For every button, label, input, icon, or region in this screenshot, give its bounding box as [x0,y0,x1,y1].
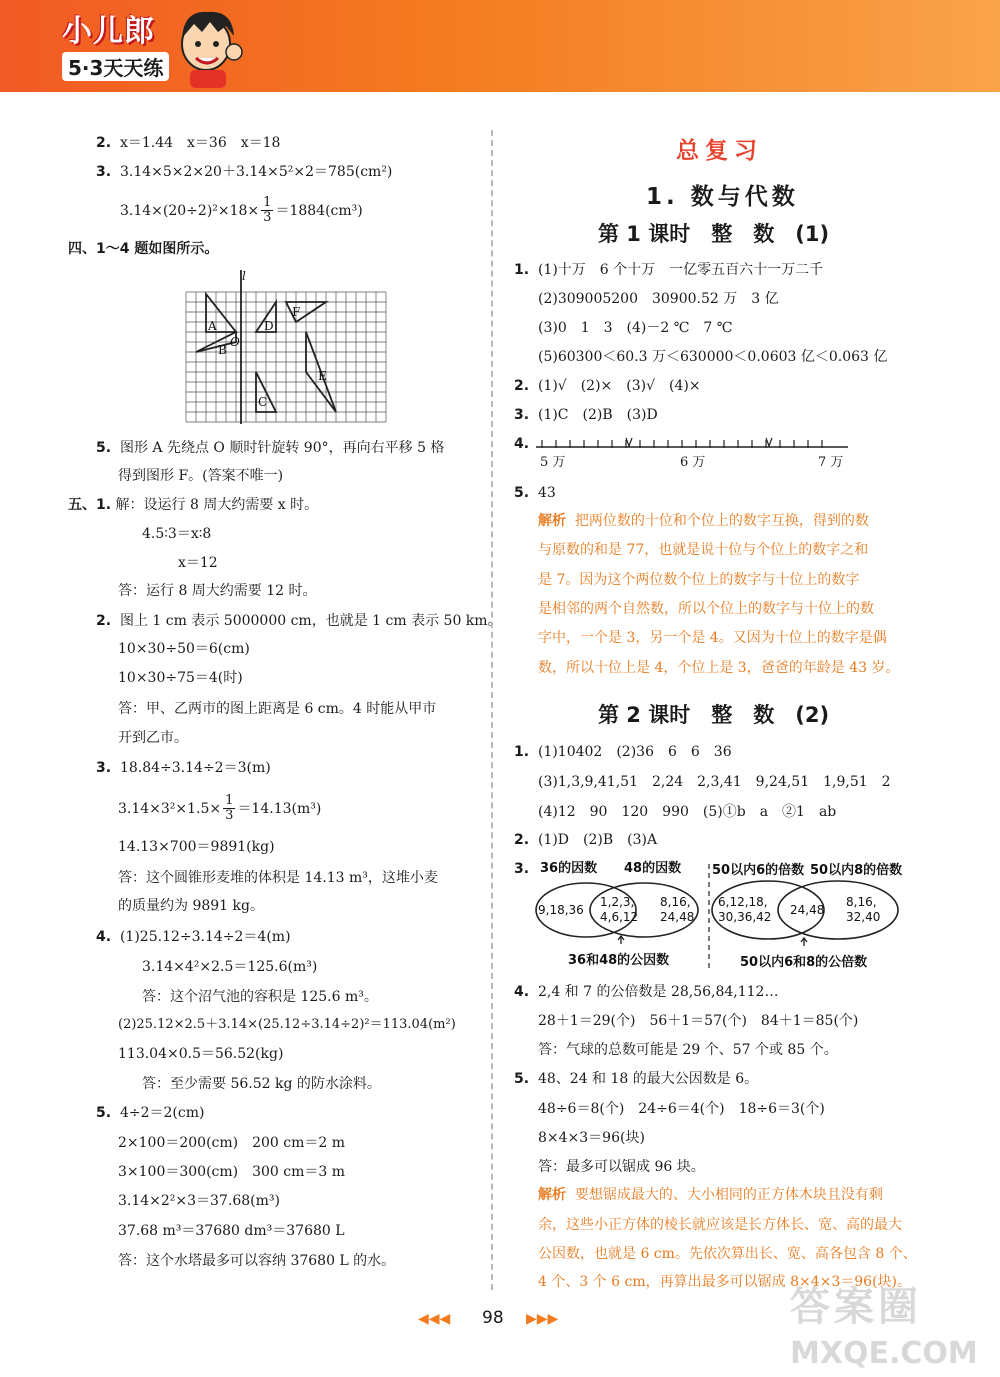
prev-arrows-icon: ◀◀◀ [418,1311,451,1327]
venn-ab-1: 1,2,3, [600,895,635,909]
answer-line: 10×30÷50＝6(cm) [118,641,250,657]
venn-diagrams [528,858,910,974]
answer-line: 的质量约为 9891 kg。 [118,898,264,914]
answer-line: 3.14×4²×2.5＝125.6(m³) [142,959,318,975]
answer-line: 2. (1)√ (2)× (3)√ (4)× [514,378,701,394]
answer-line: 3×100＝300(cm) 300 cm＝3 m [118,1164,346,1180]
number-line-label: 6 万 [680,455,706,470]
venn-b-title: 48的因数 [624,861,682,876]
answer-line-fraction: 3.14×(20÷2)²×18× $\frac{1}{3}$ ＝1884(cm³) [120,195,363,226]
answer-line: 1. (1)十万 6 个十万 一亿零五百六十一万二千 [514,262,824,278]
label-o: O [230,335,240,349]
answer-line: 开到乙市。 [118,730,188,746]
header-banner [0,0,1000,92]
label-e: E [318,369,327,383]
mascot-icon [174,4,246,88]
answer-line: 5. 4÷2＝2(cm) [96,1105,205,1121]
number-line-label: 7 万 [818,455,844,470]
lesson-title: 第 1 课时 整 数 (1) [598,222,830,246]
answer-line: (2)309005200 30900.52 万 3 亿 [538,291,779,307]
answer-line: 3.14×2²×3＝37.68(m³) [118,1193,280,1209]
venn-ab-2: 4,6,12 [600,910,639,924]
venn-c-only-1: 6,12,18, [718,895,768,909]
venn-a-only: 9,18,36 [538,903,584,917]
label-f: F [292,305,301,319]
answer-line-fraction: 3.14×3²×1.5× $\frac{1}{3}$ ＝14.13(m³) [118,793,322,824]
grid-figure [180,268,400,428]
analysis-line: 字中，一个是 3，另一个是 4。又因为十位上的数字是偶 [538,630,887,646]
venn-d-title: 50以内8的倍数 [810,863,903,878]
answer-line: 答：这个圆锥形麦堆的体积是 14.13 m³，这堆小麦 [118,870,438,886]
answer-line: 3. 3.14×5×2×20＋3.14×5²×2＝785(cm²) [96,164,393,180]
answer-line: (3)0 1 3 (4)－2 ℃ 7 ℃ [538,320,733,336]
question-number: 4. [514,436,530,452]
page-title: 总复习 [676,138,763,164]
answer-line: 1. (1)10402 (2)36 6 6 36 [514,744,732,760]
answer-line: 4.5∶3＝x∶8 [142,526,212,542]
answer-line: 2×100＝200(cm) 200 cm＝2 m [118,1135,346,1151]
label-b: B [218,343,227,357]
answer-line: 5. 图形 A 先绕点 O 顺时针旋转 90°，再向右平移 5 格 [96,440,445,456]
answer-line: 48÷6＝8(个) 24÷6＝4(个) 18÷6＝3(个) [538,1101,825,1117]
answer-line: 答：最多可以锯成 96 块。 [538,1159,705,1175]
question-number: 3. [514,861,530,877]
analysis-line: 与原数的和是 77，也就是说十位与个位上的数字之和 [538,542,869,558]
venn-d-only-1: 8,16, [846,895,877,909]
analysis-line: 余，这些小正方体的棱长就应该是长方体长、宽、高的最大 [538,1217,902,1233]
answer-line: 2. 图上 1 cm 表示 5000000 cm，也就是 1 cm 表示 50 km。 [96,613,502,629]
answer-line: 得到图形 F。(答案不唯一) [118,468,284,484]
answer-line: x＝12 [178,555,218,571]
answer-line: 3. 18.84÷3.14÷2＝3(m) [96,760,271,776]
analysis-line: 是 7。因为这个两位数个位上的数字与十位上的数字 [538,572,860,588]
answer-line: 37.68 m³＝37680 dm³＝37680 L [118,1223,345,1239]
answer-line: 答：运行 8 周大约需要 12 时。 [118,583,317,599]
fraction: $\frac{1}{3}$ [225,793,234,824]
page-number: 98 [482,1308,504,1328]
answer-line: 答：这个沼气池的容积是 125.6 m³。 [142,989,378,1005]
analysis-line: 解析 把两位数的十位和个位上的数字互换，得到的数 [538,513,869,529]
analysis-line: 解析 要想锯成最大的、大小相同的正方体木块且没有剩 [538,1187,883,1203]
analysis-line: 4 个、3 个 6 cm，再算出最多可以锯成 8×4×3＝96(块)。 [538,1274,912,1290]
analysis-line: 是相邻的两个自然数，所以个位上的数字与十位上的数 [538,601,874,617]
section-heading: 四、1～4 题如图所示。 [68,241,219,257]
venn-b-only-2: 24,48 [660,910,695,924]
answer-line: 2. (1)D (2)B (3)A [514,832,658,848]
next-arrows-icon: ▶▶▶ [526,1311,559,1327]
label-a: A [208,319,217,333]
column-divider [491,130,493,1290]
answer-line: 2. x＝1.44 x＝36 x＝18 [96,135,281,151]
answer-line: 答：气球的总数可能是 29 个、57 个或 85 个。 [538,1042,838,1058]
venn-b-only-1: 8,16, [660,895,691,909]
venn-c-title: 50以内6的倍数 [712,863,805,878]
answer-line: 答：这个水塔最多可以容纳 37680 L 的水。 [118,1253,396,1269]
analysis-line: 公因数，也就是 6 cm。先依次算出长、宽、高各包含 8 个、 [538,1246,917,1262]
answer-line: 答：至少需要 56.52 kg 的防水涂料。 [142,1076,381,1092]
venn-cd-label: 50以内6和8的公倍数 [740,955,868,970]
brand-logo [62,4,242,88]
watermark-logo: 答案圈 MXQE.COM [790,1284,978,1371]
logo-title: 小儿郎 [62,14,155,49]
answer-line: 10×30÷75＝4(时) [118,670,243,686]
answer-line: 4. 2,4 和 7 的公倍数是 28,56,84,112… [514,984,779,1000]
answer-line: 答：甲、乙两市的图上距离是 6 cm。4 时能从甲市 [118,701,437,717]
label-l: l [242,269,246,283]
label-c: C [258,395,268,409]
answer-line: (3)1,3,9,41,51 2,24 2,3,41 9,24,51 1,9,51 2 [538,774,891,790]
analysis-line: 数，所以十位上是 4，个位上是 3，爸爸的年龄是 43 岁。 [538,660,900,676]
number-line [534,434,854,454]
section-title: 1. 数与代数 [646,184,799,210]
analysis-tag: 解析 [538,513,566,529]
label-d: D [264,319,274,333]
number-line-label: 5 万 [540,455,566,470]
answer-line: 3. (1)C (2)B (3)D [514,407,658,423]
answer-line: 28＋1＝29(个) 56＋1＝57(个) 84＋1＝85(个) [538,1013,859,1029]
venn-c-only-2: 30,36,42 [718,910,772,924]
lesson-title: 第 2 课时 整 数 (2) [598,703,830,727]
fraction: $\frac{1}{3}$ [263,195,272,226]
logo-subtitle: 5·3天天练 [62,52,169,81]
analysis-tag: 解析 [538,1187,566,1203]
answer-line: 8×4×3＝96(块) [538,1130,645,1146]
venn-ab-label: 36和48的公因数 [568,953,670,968]
answer-line: 4. (1)25.12÷3.14÷2＝4(m) [96,929,291,945]
answer-line: 14.13×700＝9891(kg) [118,839,275,855]
venn-cd: 24,48 [790,903,825,917]
answer-line: (2)25.12×2.5＋3.14×(25.12÷3.14÷2)²＝113.04(m²) [118,1017,456,1032]
answer-line: 5. 43 [514,485,556,501]
answer-line: (5)60300＜60.3 万＜630000＜0.0603 亿＜0.063 亿 [538,349,888,365]
answer-line: 五、1. 解：设运行 8 周大约需要 x 时。 [68,497,319,513]
venn-d-only-2: 32,40 [846,910,881,924]
answer-line: 5. 48、24 和 18 的最大公因数是 6。 [514,1071,759,1087]
answer-line: (4)12 90 120 990 (5)①b a ②1 ab [538,804,837,820]
venn-a-title: 36的因数 [540,861,598,876]
answer-line: 113.04×0.5＝56.52(kg) [118,1046,284,1062]
